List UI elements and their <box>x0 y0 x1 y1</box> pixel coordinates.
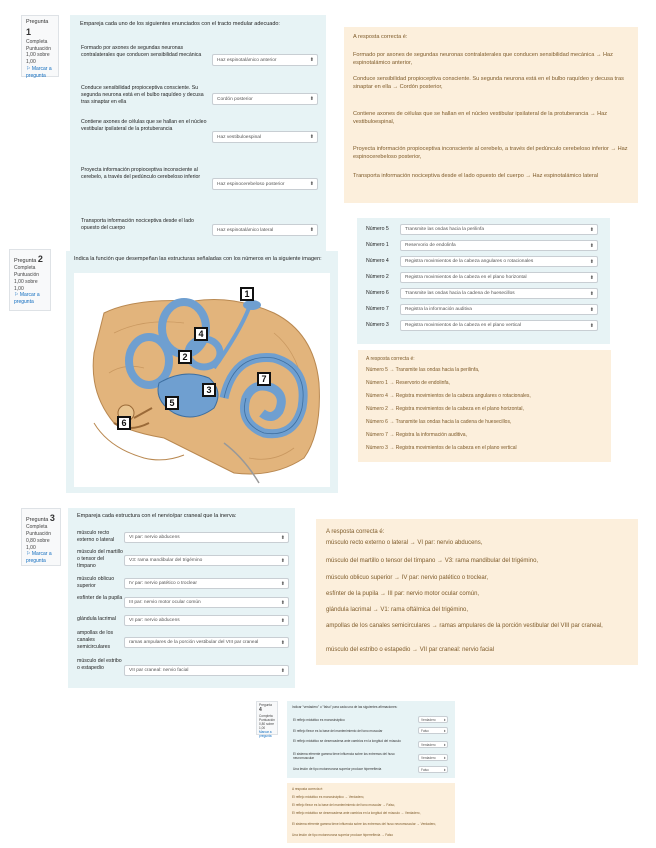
q2-feedback-line: Número 5 → Transmite las ondas hacia la perilinfa, <box>366 367 480 373</box>
chevron-down-icon: ⬍ <box>589 258 594 265</box>
q3-feedback-line: músculo del estribo o estapedio → VII par craneal: nervio facial <box>326 647 495 653</box>
q2-row-6-select[interactable]: Registra la información auditiva ⬍ <box>400 304 598 315</box>
q2-row-5-label: Número 6 <box>366 290 389 296</box>
diagram-marker-5: 5 <box>165 396 179 410</box>
diagram-marker-3: 3 <box>202 383 216 397</box>
chevron-down-icon: ⬍ <box>280 639 285 646</box>
q2-row-2-select[interactable]: Reservorio de endolinfa ⬍ <box>400 240 598 251</box>
q4-feedback-title: A resposta correcta é: <box>292 787 324 791</box>
q4-row-2-text: El reflejo flexor es la base del mantenimiento del tono muscular <box>293 729 383 733</box>
q1-row-1-select[interactable]: Haz espinotalámico anterior ⬍ <box>212 54 318 66</box>
question-4-status: Completa <box>259 713 273 718</box>
q2-row-4-label: Número 2 <box>366 274 389 280</box>
q4-feedback-line: Una lesión de tipo motoneurona superior produce hiperreflexia → Falso <box>292 833 393 837</box>
question-3-feedback <box>316 519 638 665</box>
question-2-points: Puntuación 1,00 sobre 1,00 <box>14 272 40 292</box>
chevron-down-icon: ⬍ <box>443 767 446 772</box>
q2-row-4-select[interactable]: Registra movimientos de la cabeza en el plano horizontal ⬍ <box>400 272 598 283</box>
q3-row-7-text: músculo del estribo o estapedio <box>77 658 122 671</box>
q1-feedback-line: Formado por axones de segundas neuronas contralaterales que conducen sensibilidad mecánica → Haz espinotalámico anterior, <box>353 52 613 66</box>
chevron-down-icon: ⬍ <box>589 322 594 329</box>
chevron-down-icon: ⬍ <box>589 306 594 313</box>
question-2-number: Pregunta 2 <box>14 254 43 264</box>
question-1-points: Puntuación 1,00 sobre 1,00 <box>26 45 52 66</box>
question-4-number: Pregunta 4 <box>259 703 272 714</box>
q1-feedback-title: A resposta correcta é: <box>353 34 408 40</box>
chevron-down-icon: ⬍ <box>443 728 446 733</box>
question-1-info <box>21 15 59 77</box>
diagram-marker-7: 7 <box>257 372 271 386</box>
q4-row-3-select[interactable]: Verdadero ⬍ <box>418 741 448 748</box>
chevron-down-icon: ⬍ <box>280 534 285 541</box>
question-2-flag-link[interactable]: ⚐ Marcar a pregunta <box>14 292 40 306</box>
q1-feedback-line: Conduce sensibilidad propioceptiva consciente. Su segunda neurona está en el bulbo raquídeo y decusa tras sinaptar en ella → Cordón posterior, <box>353 76 624 90</box>
flag-icon: ⚐ <box>26 551 31 558</box>
q1-row-2-text: Conduce sensibilidad propioceptiva consciente. Su segunda neurona está en el bulbo raquídeo y decusa tras sinaptar en ella <box>81 85 204 105</box>
inner-ear-diagram <box>74 273 330 487</box>
q4-feedback-line: El reflejo flexor es la base del mantenimiento del tono muscular → Falso, <box>292 803 396 807</box>
chevron-down-icon: ⬍ <box>280 617 285 624</box>
chevron-down-icon: ⬍ <box>309 57 314 63</box>
q4-row-4-select[interactable]: Verdadero ⬍ <box>418 754 448 761</box>
q3-feedback-line: músculo del martillo o tensor del tímpano → V3: rama mandibular del trigémino, <box>326 558 539 564</box>
chevron-down-icon: ⬍ <box>443 717 446 722</box>
q3-row-3-text: músculo oblicuo superior <box>77 576 115 589</box>
question-3-number: Pregunta 3 <box>26 513 55 523</box>
inner-ear-illustration <box>74 273 330 487</box>
q2-feedback-line: Número 6 → Transmite las ondas hacia la cadena de huesecillos, <box>366 419 512 425</box>
q2-row-3-label: Número 4 <box>366 258 389 264</box>
flag-icon: ⚐ <box>26 65 31 72</box>
q2-feedback-line: Número 2 → Registra movimientos de la cabeza en el plano horizontal, <box>366 406 524 412</box>
q4-row-1-select[interactable]: Verdadero ⬍ <box>418 716 448 723</box>
q1-row-4-text: Proyecta información propioceptiva inconsciente al cerebelo, a través del pedúnculo cerebeloso inferior <box>81 167 201 180</box>
chevron-down-icon: ⬍ <box>589 274 594 281</box>
q4-row-3-text: El reflejo miotático se desencadena ante cambios en la longitud del músculo <box>293 739 401 743</box>
chevron-down-icon: ⬍ <box>309 227 314 233</box>
q1-feedback-line: Contiene axones de células que se hallan en el núcleo vestibular ipsilateral de la protuberancia → Haz vestibuloespinal, <box>353 111 608 125</box>
chevron-down-icon: ⬍ <box>280 580 285 587</box>
question-4-info <box>256 701 278 739</box>
question-1-status: Completa <box>26 38 48 45</box>
question-2-panel <box>66 251 338 493</box>
q1-row-5-select[interactable]: Haz espinotalámico lateral ⬍ <box>212 224 318 236</box>
q3-row-2-select[interactable]: V3: rama mandibular del trigémino ⬍ <box>124 555 289 566</box>
q1-row-1-text: Formado por axones de segundas neuronas contralaterales que conducen sensibilidad mecánica <box>81 45 202 58</box>
q1-feedback-line: Transporta información nociceptiva desde el lado opuesto del cuerpo → Haz espinotalámico lateral <box>353 173 599 179</box>
question-4-feedback <box>287 783 455 843</box>
q3-feedback-line: esfínter de la pupila → III par: nervio motor ocular común, <box>326 591 480 597</box>
question-3-panel <box>68 508 295 688</box>
q3-feedback-line: músculo oblicuo superior → IV par: nervio patético o troclear, <box>326 575 489 581</box>
q3-row-5-select[interactable]: VI par: nervio abducens ⬍ <box>124 615 289 626</box>
q3-row-2-text: músculo del martillo o tensor del tímpano <box>77 549 123 569</box>
q4-feedback-line: El sistema eferente gamma tiene influencia sobre los extremos del huso neuromuscular → Verdadero, <box>292 822 437 826</box>
chevron-down-icon: ⬍ <box>589 242 594 249</box>
question-4-points: Puntuación 0,80 sobre 1,00 <box>259 717 275 731</box>
question-2-info <box>9 249 51 311</box>
question-3-points: Puntuación 0,80 sobre 1,00 <box>26 531 52 551</box>
q3-row-7-select[interactable]: VII par craneal: nervio facial ⬍ <box>124 665 289 676</box>
q4-feedback-line: El reflejo miotático es monosináptico → Verdadero, <box>292 795 365 799</box>
endolymphatic-sac <box>243 300 261 310</box>
question-2-prompt: Indica la función que desempeñan las estructuras señaladas con los números en la siguiente imagen: <box>74 256 322 262</box>
q4-feedback-line: El reflejo miotático se desencadena ante cambios en la longitud del músculo → Verdadero, <box>292 811 421 815</box>
diagram-marker-1: 1 <box>240 287 254 301</box>
diagram-marker-6: 6 <box>117 416 131 430</box>
q2-row-7-select[interactable]: Registra movimientos de la cabeza en el plano vertical ⬍ <box>400 320 598 331</box>
q3-row-4-text: esfínter de la pupila <box>77 595 123 601</box>
chevron-down-icon: ⬍ <box>589 226 594 233</box>
chevron-down-icon: ⬍ <box>443 742 446 747</box>
q4-row-5-text: Una lesión de tipo motoneurona superior produce hiperreflexia <box>293 767 382 771</box>
q2-row-3-select[interactable]: Registra movimientos de la cabeza angulares o rotacionales ⬍ <box>400 256 598 267</box>
question-4-panel <box>287 701 455 778</box>
q2-feedback-line: Número 1 → Reservorio de endolinfa, <box>366 380 450 386</box>
question-2-status: Completa <box>14 265 36 272</box>
q3-row-3-select[interactable]: IV par: nervio patético o troclear ⬍ <box>124 578 289 589</box>
q4-row-5-select[interactable]: Falso ⬍ <box>418 766 448 773</box>
flag-icon: ⚐ <box>14 292 19 299</box>
q2-row-7-label: Número 3 <box>366 322 389 328</box>
q2-row-2-label: Número 1 <box>366 242 389 248</box>
q3-row-1-text: músculo recto externo o lateral <box>77 530 115 543</box>
chevron-down-icon: ⬍ <box>280 557 285 564</box>
q1-row-2-select[interactable]: Cordón posterior ⬍ <box>212 93 318 105</box>
chevron-down-icon: ⬍ <box>280 599 285 606</box>
question-2-answers <box>357 218 610 344</box>
q1-feedback-line: Proyecta información propioceptiva inconsciente al cerebelo, a través del pedúnculo cerebeloso inferior → Haz espinocerebeloso posterior, <box>353 146 628 160</box>
question-3-status: Completa <box>26 524 48 531</box>
chevron-down-icon: ⬍ <box>589 290 594 297</box>
q3-feedback-title: A resposta correcta é: <box>326 529 385 535</box>
q3-row-6-text: ampollas de los canales semicirculares <box>77 630 114 650</box>
q3-feedback-line: glándula lacrimal → V1: rama oftálmica del trigémino, <box>326 607 469 613</box>
question-3-info <box>21 508 61 566</box>
chevron-down-icon: ⬍ <box>309 134 314 140</box>
question-1-flag-link[interactable]: ⚐ Marcar a pregunta <box>26 65 52 79</box>
q3-feedback-line: ampollas de los canales semicirculares → ramas ampulares de la porción vestibular del VIII par craneal, <box>326 623 603 629</box>
q3-feedback-line: músculo recto externo o lateral → VI par: nervio abducens, <box>326 540 483 546</box>
question-3-prompt: Empareja cada estructura con el nervio/par craneal que la inerva: <box>77 513 237 519</box>
diagram-marker-4: 4 <box>194 327 208 341</box>
q3-row-6-select[interactable]: ramas ampulares de la porción vestibular del VIII par craneal ⬍ <box>124 637 289 648</box>
question-1-feedback <box>344 27 638 203</box>
q2-row-5-select[interactable]: Transmite las ondas hacia la cadena de huesecillos ⬍ <box>400 288 598 299</box>
q3-row-5-text: glándula lacrimal <box>77 616 116 622</box>
question-1-panel <box>70 15 326 256</box>
question-1-prompt: Empareja cada uno de los siguientes enunciados con el tracto medular adecuado: <box>80 21 280 27</box>
q2-feedback-title: A resposta correcta é: <box>366 356 415 362</box>
q2-feedback-line: Número 3 → Registra movimientos de la cabeza en el plano vertical <box>366 445 517 451</box>
chevron-down-icon: ⬍ <box>309 181 314 187</box>
q3-row-4-select[interactable]: III par: nervio motor ocular común ⬍ <box>124 597 289 608</box>
q2-feedback-line: Número 4 → Registra movimientos de la cabeza angulares o rotacionales, <box>366 393 531 399</box>
q1-row-3-select[interactable]: Haz vestibuloespinal ⬍ <box>212 131 318 143</box>
q2-row-1-select[interactable]: Transmite las ondas hacia la perilinfa ⬍ <box>400 224 598 235</box>
q1-row-5-text: Transporta información nociceptiva desde el lado opuesto del cuerpo <box>81 218 194 231</box>
q3-row-1-select[interactable]: VI par: nervio abducens ⬍ <box>124 532 289 543</box>
question-4-flag-link[interactable]: Marcar a pregunta <box>259 730 272 739</box>
chevron-down-icon: ⬍ <box>443 755 446 760</box>
chevron-down-icon: ⬍ <box>280 667 285 674</box>
question-4-prompt: Indicar "verdadero" o "falso" para cada una de las siguientes afirmaciones: <box>292 705 398 709</box>
q1-row-3-text: Contiene axones de células que se hallan en el núcleo vestibular ipsilateral de la protuberancia <box>81 119 207 132</box>
question-2-feedback <box>358 350 611 462</box>
q4-row-4-text: El sistema eferente gamma tiene influencia sobre los extremos del huso neuromuscular <box>293 752 395 761</box>
q2-feedback-line: Número 7 → Registra la información auditiva, <box>366 432 467 438</box>
question-1-number: Pregunta 1 <box>26 19 49 38</box>
chevron-down-icon: ⬍ <box>309 96 314 102</box>
q2-row-6-label: Número 7 <box>366 306 389 312</box>
question-3-flag-link[interactable]: ⚐ Marcar a pregunta <box>26 551 52 565</box>
q1-row-4-select[interactable]: Haz espinocerebeloso posterior ⬍ <box>212 178 318 190</box>
diagram-marker-2: 2 <box>178 350 192 364</box>
q4-row-1-text: El reflejo miotático es monosináptico <box>293 718 345 722</box>
q4-row-2-select[interactable]: Falso ⬍ <box>418 727 448 734</box>
q2-row-1-label: Número 5 <box>366 226 389 232</box>
